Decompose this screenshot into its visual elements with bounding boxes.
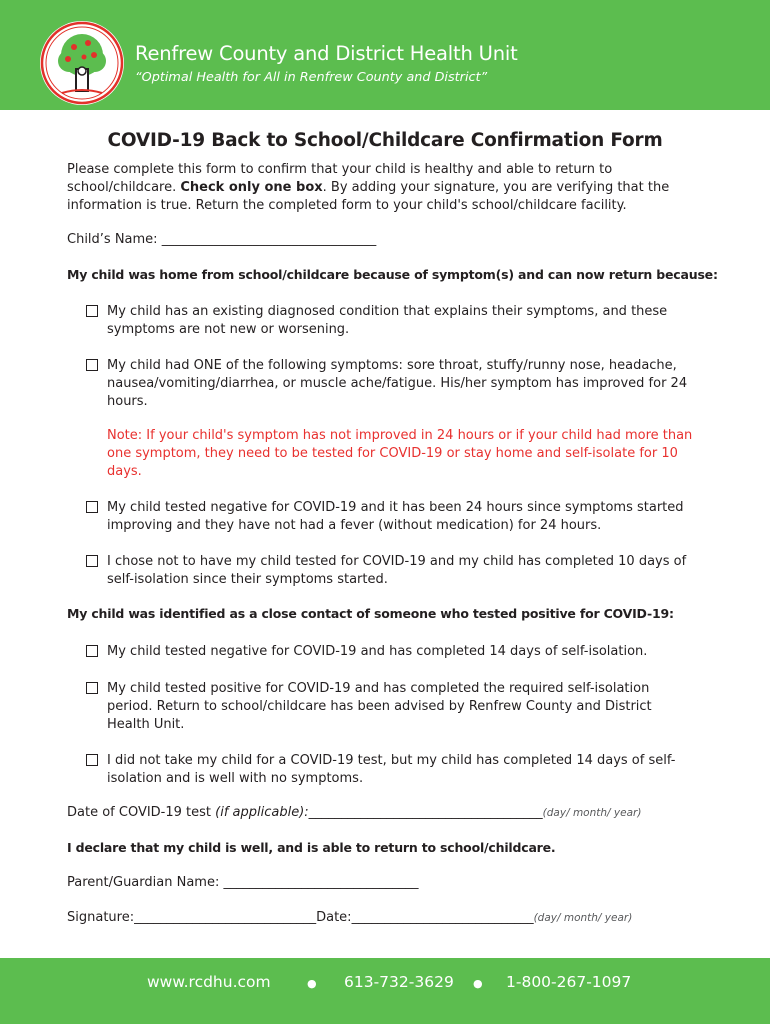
- footer-banner: [0, 958, 770, 1024]
- intro-line-3: information is true. Return the completed form to your child's school/childcare facility.: [67, 198, 627, 213]
- option-contact-tested-positive-line-3: Health Unit.: [107, 717, 185, 732]
- footer-separator-1: ●: [307, 977, 317, 990]
- checkbox-one-symptom[interactable]: [86, 359, 98, 371]
- note-line-3: days.: [107, 464, 142, 479]
- test-date-field[interactable]: [67, 804, 641, 822]
- footer-website-link[interactable]: www.rcdhu.com: [147, 973, 271, 991]
- option-tested-negative-24h-line-2: improving and they have not had a fever (without medication) for 24 hours.: [107, 518, 602, 533]
- footer-separator-2: ●: [473, 977, 483, 990]
- option-contact-tested-negative-line-1: My child tested negative for COVID-19 and has completed 14 days of self-isolation.: [107, 644, 648, 659]
- option-one-symptom-line-2: nausea/vomiting/diarrhea, or muscle ache/fatigue. His/her symptom has improved for 24: [107, 376, 688, 391]
- test-date-qualifier: (if applicable):: [215, 805, 309, 820]
- option-not-tested-10-days-line-2: self-isolation since their symptoms started.: [107, 572, 388, 587]
- section-close-contact-heading: My child was identified as a close contact of someone who tested positive for COVID-19:: [67, 606, 674, 621]
- guardian-name-field[interactable]: [67, 874, 418, 892]
- test-date-format-hint: (day/ month/ year): [542, 807, 642, 819]
- checkbox-not-tested-10-days[interactable]: [86, 555, 98, 567]
- option-not-tested-10-days-line-1: I chose not to have my child tested for COVID-19 and my child has completed 10 days of: [107, 554, 687, 569]
- tree-logo-icon: [40, 21, 124, 105]
- declaration-statement: I declare that my child is well, and is able to return to school/childcare.: [67, 840, 556, 855]
- guardian-name-label: Parent/Guardian Name:: [67, 875, 220, 890]
- date-format-hint: (day/ month/ year): [533, 912, 633, 924]
- footer-phone-local: 613-732-3629: [344, 973, 454, 991]
- childs-name-input-line[interactable]: _________________________________: [161, 232, 377, 247]
- intro-line-2: school/childcare. Check only one box. By adding your signature, you are verifying that the: [67, 180, 670, 195]
- form-title: COVID-19 Back to School/Childcare Confirmation Form: [107, 130, 663, 151]
- note-line-1: Note: If your child's symptom has not improved in 24 hours or if your child had more than: [107, 428, 693, 443]
- option-one-symptom-line-3: hours.: [107, 394, 148, 409]
- org-name: Renfrew County and District Health Unit: [135, 42, 518, 65]
- childs-name-label: Child’s Name:: [67, 232, 158, 247]
- intro-line-1: Please complete this form to confirm that your child is healthy and able to return to: [67, 162, 613, 177]
- option-existing-condition-line-1: My child has an existing diagnosed condition that explains their symptoms, and these: [107, 304, 668, 319]
- checkbox-contact-tested-positive[interactable]: [86, 682, 98, 694]
- checkbox-existing-condition[interactable]: [86, 305, 98, 317]
- guardian-name-input-line[interactable]: ______________________________: [223, 875, 419, 890]
- tree-logo-graphic: [40, 21, 124, 105]
- signature-input-line[interactable]: ____________________________: [134, 910, 317, 925]
- test-date-label: Date of COVID-19 test: [67, 805, 216, 820]
- option-contact-tested-positive-line-2: period. Return to school/childcare has been advised by Renfrew County and District: [107, 699, 652, 714]
- checkbox-tested-negative-24h[interactable]: [86, 501, 98, 513]
- option-tested-negative-24h-line-1: My child tested negative for COVID-19 and it has been 24 hours since symptoms started: [107, 500, 684, 515]
- option-contact-tested-positive-line-1: My child tested positive for COVID-19 and has completed the required self-isolation: [107, 681, 650, 696]
- option-existing-condition-line-2: symptoms are not new or worsening.: [107, 322, 350, 337]
- note-line-2: one symptom, they need to be tested for COVID-19 or stay home and self-isolate for 10: [107, 446, 678, 461]
- header-banner: [0, 0, 770, 110]
- org-tagline: “Optimal Health for All in Renfrew County and District”: [135, 70, 488, 85]
- date-label: Date:: [316, 910, 352, 925]
- checkbox-contact-no-test[interactable]: [86, 754, 98, 766]
- checkbox-contact-tested-negative[interactable]: [86, 645, 98, 657]
- footer-phone-tollfree: 1-800-267-1097: [506, 973, 632, 991]
- section-symptoms-heading: My child was home from school/childcare because of symptom(s) and can now return because:: [67, 267, 718, 282]
- option-contact-no-test-line-2: isolation and is well with no symptoms.: [107, 771, 364, 786]
- option-one-symptom-line-1: My child had ONE of the following symptoms: sore throat, stuffy/runny nose, headache,: [107, 358, 677, 373]
- signature-label: Signature:: [67, 910, 135, 925]
- signature-date-row[interactable]: [67, 909, 632, 927]
- childs-name-field[interactable]: [67, 231, 376, 249]
- date-input-line[interactable]: ____________________________: [351, 910, 534, 925]
- test-date-input-line[interactable]: ____________________________________: [308, 805, 543, 820]
- option-contact-no-test-line-1: I did not take my child for a COVID-19 test, but my child has completed 14 days of self-: [107, 753, 676, 768]
